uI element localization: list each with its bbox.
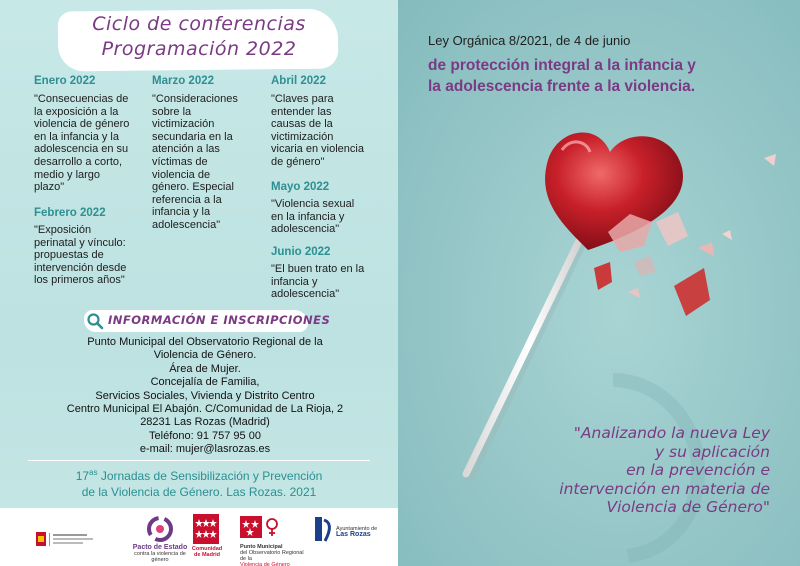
observatorio-logo <box>240 516 286 542</box>
info-title: INFORMACIÓN E INSCRIPCIONES <box>108 313 331 327</box>
law-subtitle: de protección integral a la infancia y la adolescencia frente a la violencia. <box>428 57 696 95</box>
observatorio-caption: Punto Municipal del Observatorio Regional de la Violencia de Género <box>240 544 304 566</box>
email[interactable]: e-mail: mujer@lasrozas.es <box>139 443 271 456</box>
month-marzo: Marzo 2022 <box>152 75 215 87</box>
talk-junio: "El buen trato en la infancia y adolescencia" <box>271 263 365 301</box>
pacto-caption: Pacto de Estado contra la violencia de género <box>132 544 188 563</box>
pacto-estado-icon <box>145 514 175 544</box>
logos-strip <box>0 508 398 566</box>
month-febrero: Febrero 2022 <box>34 207 106 219</box>
quote-text: "Analizando la nueva Ley y su aplicación en la prevención e intervención en materia de Violencia de Género" <box>559 424 770 516</box>
ayuntamiento-icon <box>312 514 334 544</box>
month-enero: Enero 2022 <box>34 75 96 87</box>
talk-marzo: "Consideraciones sobre la victimización secundaria en la atención a las víctimas de violencia de género. Especial referencia a la infancia y la adolescencia" <box>152 93 238 231</box>
right-panel <box>398 0 800 566</box>
phone: Teléfono: 91 757 95 00 <box>149 429 261 442</box>
talk-abril: "Claves para entender las causas de la victimización vicaria en violencia de género" <box>271 93 364 168</box>
talk-enero: "Consecuencias de la exposición a la violencia de género en la infancia y la adolescencia en su desarrollo a corto, medio y largo plazo" <box>34 93 130 194</box>
month-abril: Abril 2022 <box>271 75 326 87</box>
law-reference: Ley Orgánica 8/2021, de 4 de junio <box>428 33 631 48</box>
title-line-2: Programación 2022 <box>101 38 297 60</box>
info-address: Punto Municipal del Observatorio Regional de la Violencia de Género. Área de Mujer. Concejalía de Familia, Servicios Sociales, Vivienda y Distrito Centro Centro Municipal El Abajón. C/Comunidad de La Rioja, 2 28231 Las Rozas (Madrid) Teléfono: 91 757 95 00 e-mail: mujer@lasrozas.es <box>40 336 370 457</box>
gobierno-logo <box>36 530 96 552</box>
talk-febrero: "Exposición perinatal y vínculo: propuestas de intervención desde los primeros años" <box>34 224 127 287</box>
month-mayo: Mayo 2022 <box>271 181 330 193</box>
comunidad-caption: Comunidad de Madrid <box>191 546 223 558</box>
ayuntamiento-caption: Ayuntamiento de Las Rozas <box>336 526 378 538</box>
title-line-1: Ciclo de conferencias <box>92 13 306 35</box>
comunidad-madrid-icon <box>193 514 219 544</box>
month-junio: Junio 2022 <box>271 246 331 258</box>
jornadas-text: $17^{as}$ Jornadas de Sensibilización y Prevención de la Violencia de Género. Las Rozas. 2021 <box>75 468 323 499</box>
magnifier-icon <box>86 312 104 330</box>
talk-mayo: "Violencia sexual en la infancia y adolescencia" <box>271 198 355 236</box>
left-panel <box>0 0 398 566</box>
divider <box>28 460 370 461</box>
